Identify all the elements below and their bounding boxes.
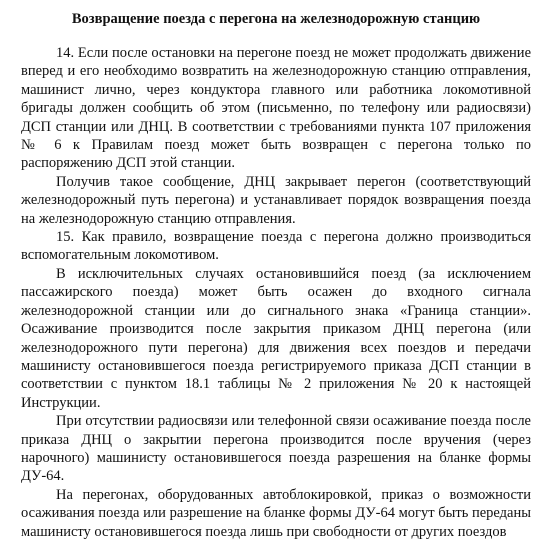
paragraph-dnc-closes: Получив такое сообщение, ДНЦ закрывает перегон (соответствующий железнодорожный путь перегона) и устанавливает порядок возвращения поезда на железнодорожную станцию отправления. — [21, 173, 531, 227]
document-title: Возвращение поезда с перегона на железнодорожную станцию — [71, 11, 481, 27]
paragraph-15: 15. Как правило, возвращение поезда с перегона должно производиться вспомогательным локомотивом. — [21, 229, 531, 264]
paragraph-exceptional-cases: В исключительных случаях остановившийся поезд (за исключением пассажирского поезда) может быть осажен до входного сигнала железнодорожной станции или до сигнального знака «Граница станции». Осаживание производится после закрытия приказом ДНЦ перегона (или железнодорожного пути перегона) для движения всех поездов и передачи машинисту остановившегося поезда регистрируемого приказа ДСП станции в соответствии с пунктом 18.1 таблицы № 2 приложения № 20 к настоящей Инструкции. — [21, 265, 531, 411]
paragraph-14: 14. Если после остановки на перегоне поезд не может продолжать движение вперед и его необходимо возвратить на железнодорожную станцию отправления, машинист лично, через кондуктора главного или работника локомотивной бригады должен сообщить об этом (письменно, по телефону или радиосвязи) ДСП станции или ДНЦ. В соответствии с требованиями пункта 107 приложения № 6 к Правилам поезд может быть возвращен с перегона только по распоряжению ДСП этой станции. — [21, 45, 531, 172]
paragraph-auto-block: На перегонах, оборудованных автоблокировкой, приказ о возможности осаживания поезда или разрешение на бланке формы ДУ-64 могут быть переданы машинисту остановившегося поезда лишь при свободности от других поездов — [21, 486, 531, 540]
document-page — [21, 4, 531, 541]
paragraph-no-radio: При отсутствии радиосвязи или телефонной связи осаживание поезда после приказа ДНЦ о закрытии перегона производится после вручения (через нарочного) машинисту остановившегося поезда разрешения на бланке формы ДУ-64. — [21, 413, 531, 485]
